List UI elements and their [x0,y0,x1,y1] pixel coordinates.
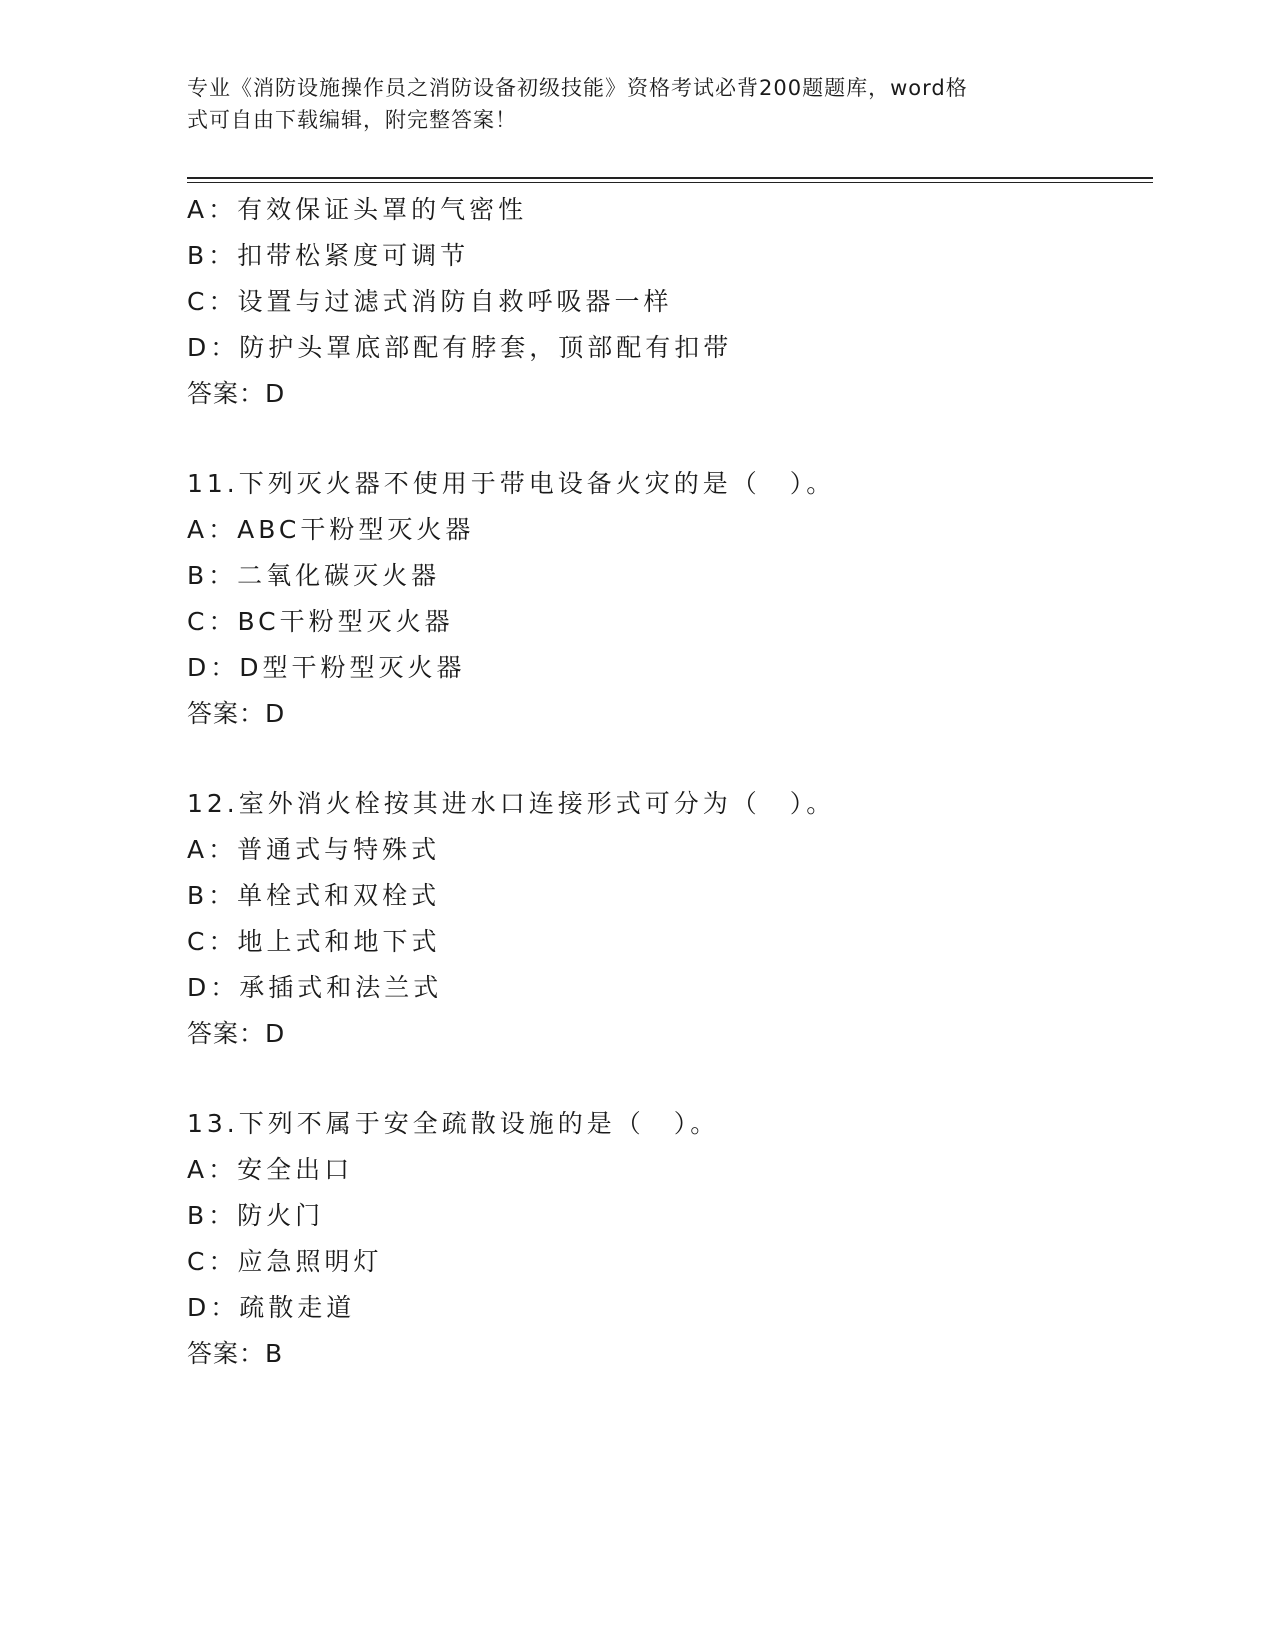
question-option: A：普通式与特殊式 [187,835,441,864]
question-option: A：有效保证头罩的气密性 [187,195,528,224]
question-11 [187,461,1147,737]
question-answer: 答案：D [187,379,286,408]
question-option: A：安全出口 [187,1155,354,1184]
question-option: B：单栓式和双栓式 [187,881,441,910]
header-divider [187,177,1153,179]
question-option: B：二氧化碳灭火器 [187,561,441,590]
question-answer: 答案：D [187,699,286,728]
question-option: D：疏散走道 [187,1293,356,1322]
header-text-line-1: 专业《消防设施操作员之消防设备初级技能》资格考试必背200题题库，word格 [187,76,968,100]
question-option: C：应急照明灯 [187,1247,383,1276]
question-option: D：D型干粉型灭火器 [187,653,466,682]
question-title: 13.下列不属于安全疏散设施的是（ ）。 [187,1109,720,1138]
question-answer: 答案：B [187,1339,284,1368]
question-10-continued [187,187,1147,417]
question-answer: 答案：D [187,1019,286,1048]
question-option: A：ABC干粉型灭火器 [187,515,475,544]
question-12 [187,781,1147,1057]
question-list [187,187,1147,1377]
question-13 [187,1101,1147,1377]
question-option: C：设置与过滤式消防自救呼吸器一样 [187,287,673,316]
question-option: B：扣带松紧度可调节 [187,241,470,270]
question-title: 12.室外消火栓按其进水口连接形式可分为（ ）。 [187,789,836,818]
question-title: 11.下列灭火器不使用于带电设备火灾的是（ ）。 [187,469,836,498]
question-option: D：防护头罩底部配有脖套，顶部配有扣带 [187,333,733,362]
question-option: D：承插式和法兰式 [187,973,443,1002]
question-option: C：地上式和地下式 [187,927,441,956]
document-header [187,72,1067,136]
header-divider-thin [187,182,1153,183]
header-text-line-2: 式可自由下载编辑，附完整答案！ [187,108,517,132]
question-option: B：防火门 [187,1201,325,1230]
question-option: C：BC干粉型灭火器 [187,607,454,636]
